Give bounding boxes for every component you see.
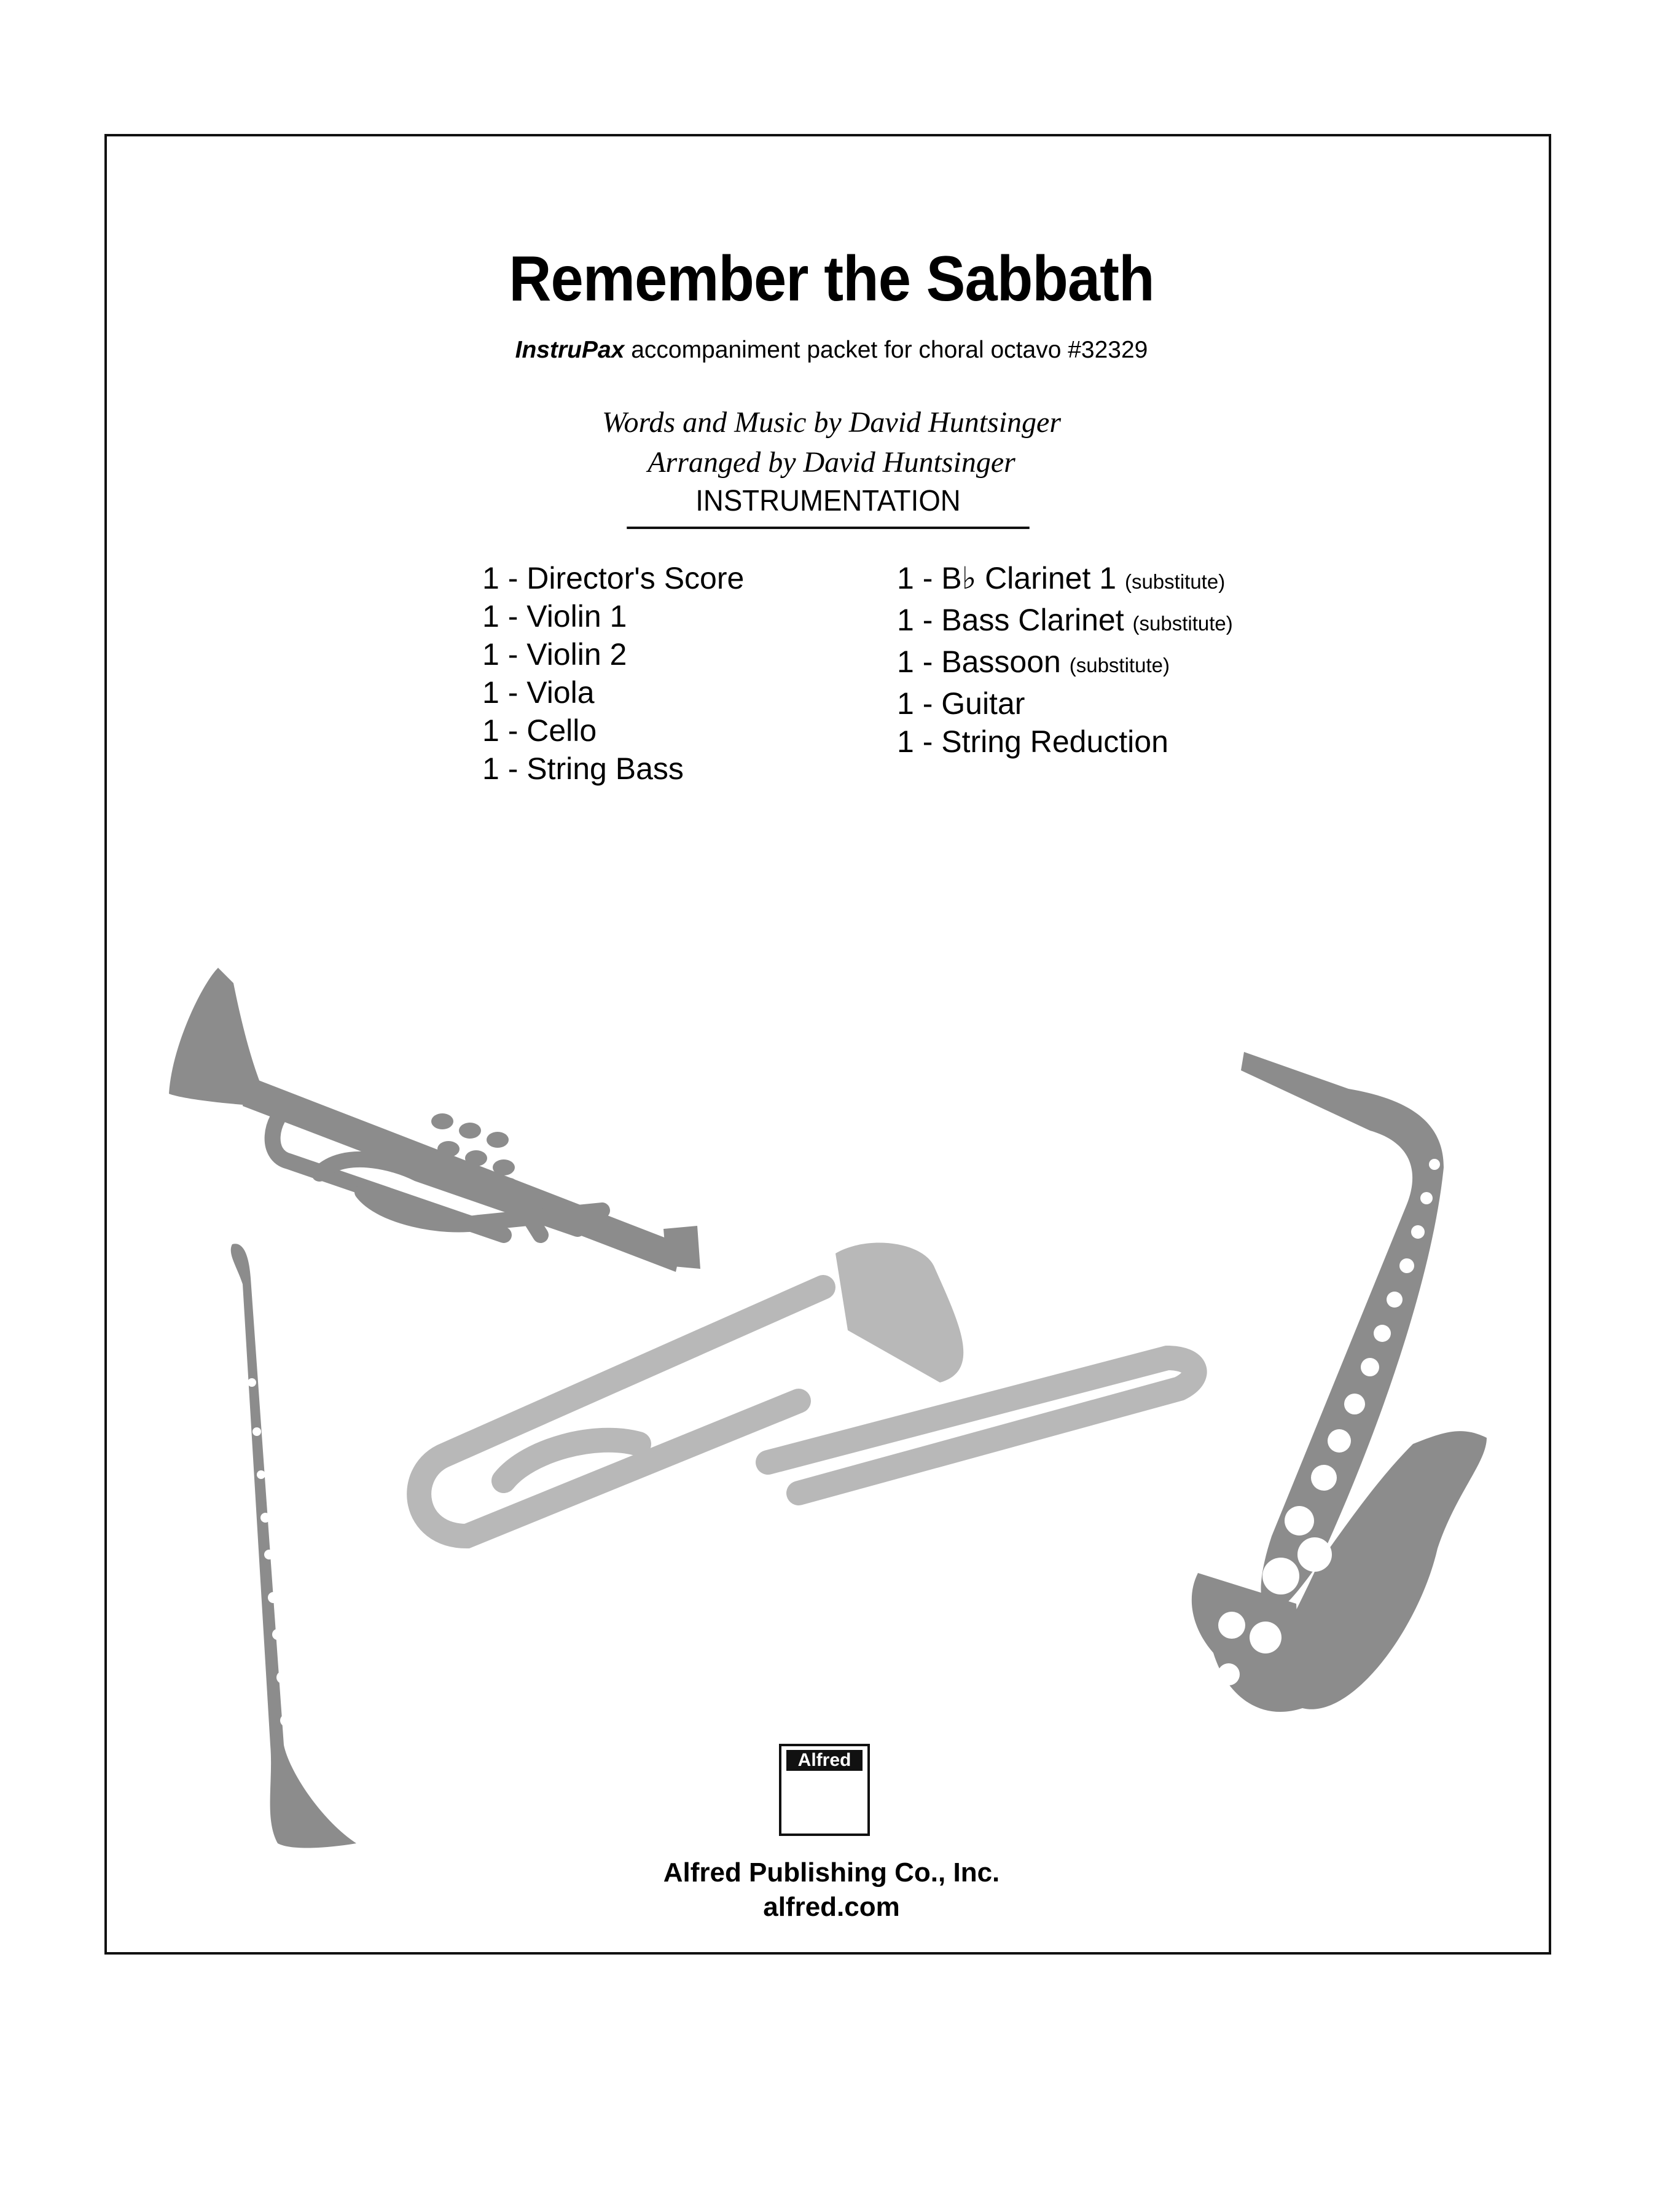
publisher-block xyxy=(0,1856,1663,1924)
page-title: Remember the Sabbath xyxy=(509,243,1154,315)
list-item: 1 - String Bass xyxy=(482,751,684,786)
words-credit: Words and Music by David Huntsinger xyxy=(601,406,1062,439)
list-item: 1 - Violin 2 xyxy=(482,637,627,672)
list-item: 1 - B♭ Clarinet 1 (substitute) xyxy=(897,561,1226,595)
alfred-logo xyxy=(779,1744,870,1836)
trumpet-icon xyxy=(169,968,700,1272)
substitute-note: (substitute) xyxy=(1069,654,1170,677)
list-item: 1 - Cello xyxy=(482,713,597,748)
list-item: 1 - String Reduction xyxy=(897,724,1168,759)
saxophone-icon xyxy=(1192,1052,1487,1712)
substitute-note: (substitute) xyxy=(1132,612,1233,635)
subtitle-brand: InstruPax xyxy=(515,337,625,363)
list-item: 1 - Viola xyxy=(482,675,595,710)
clarinet-icon xyxy=(231,1244,356,1848)
list-item: 1 - Bassoon (substitute) xyxy=(897,645,1170,679)
trombone-icon xyxy=(419,1243,1195,1536)
subtitle-text: accompaniment packet for choral octavo #32329 xyxy=(624,337,1148,363)
publisher-url[interactable]: alfred.com xyxy=(763,1892,900,1922)
logo-text: Alfred xyxy=(786,1750,863,1771)
arranger-credit: Arranged by David Huntsinger xyxy=(648,446,1015,479)
list-item: 1 - Director's Score xyxy=(482,561,745,595)
list-item: 1 - Bass Clarinet (substitute) xyxy=(897,603,1233,637)
instrumentation-heading: INSTRUMENTATION xyxy=(627,484,1030,529)
publisher-name: Alfred Publishing Co., Inc. xyxy=(663,1857,1000,1888)
list-item: 1 - Violin 1 xyxy=(482,599,627,633)
substitute-note: (substitute) xyxy=(1124,570,1226,593)
list-item: 1 - Guitar xyxy=(897,686,1025,721)
